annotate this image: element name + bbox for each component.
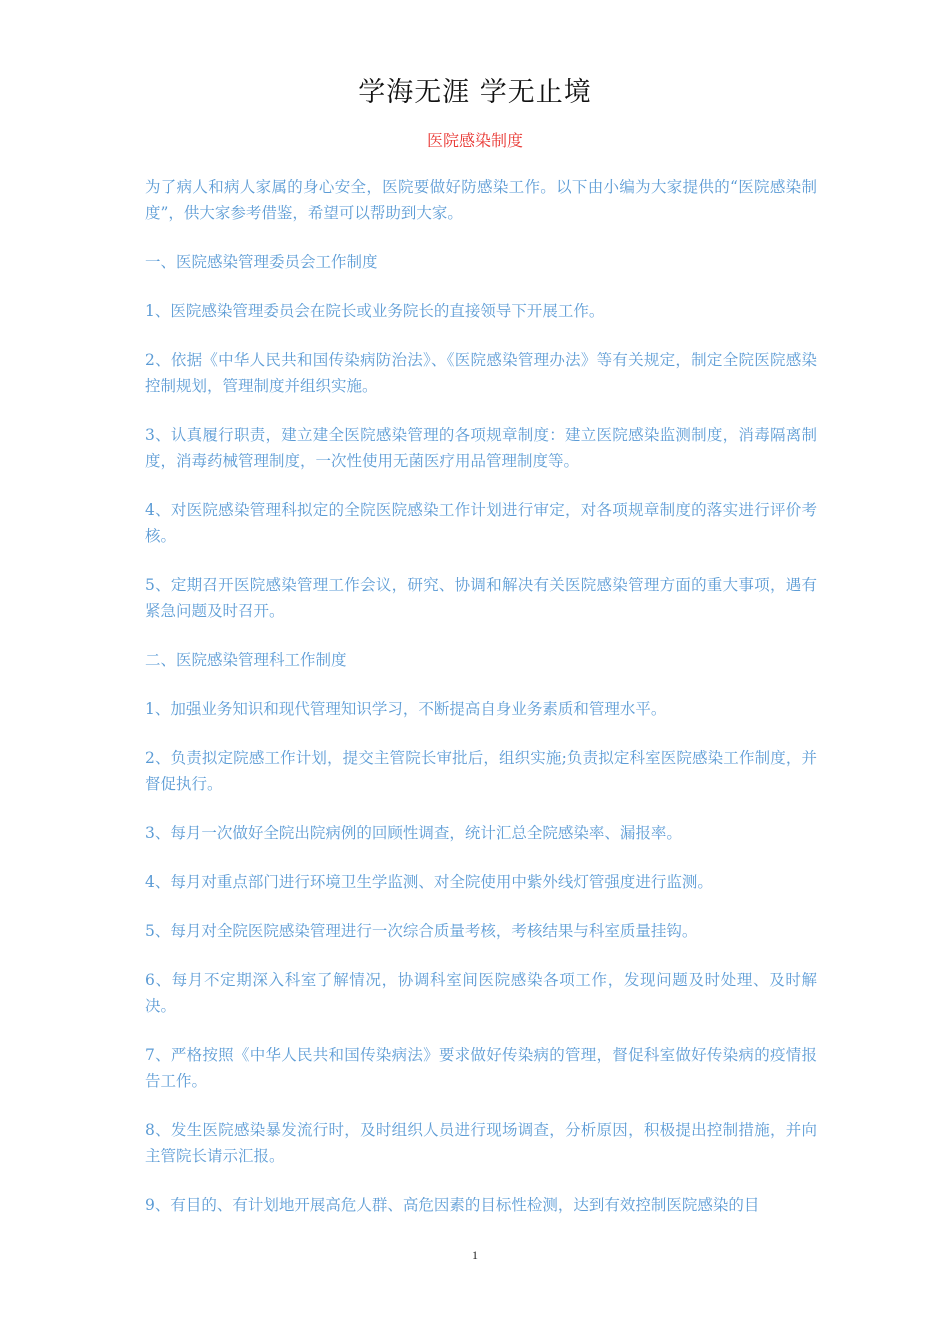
document-title: 医院感染制度 [426, 131, 523, 150]
section2-item-7: 7、严格按照《中华人民共和国传染病法》要求做好传染病的管理，督促科室做好传染病的疫情报告工作。 [145, 1046, 817, 1090]
section2-item-5: 5、每月对全院医院感染管理进行一次综合质量考核，考核结果与科室质量挂钩。 [145, 922, 698, 940]
section1-item-5: 5、定期召开医院感染管理工作会议，研究、协调和解决有关医院感染管理方面的重大事项，遇有紧急问题及时召开。 [145, 576, 817, 620]
section2-item-2: 2、负责拟定院感工作计划，提交主管院长审批后，组织实施;负责拟定科室医院感染工作制度，并督促执行。 [145, 749, 817, 793]
section1-item-3: 3、认真履行职责，建立建全医院感染管理的各项规章制度：建立医院感染监测制度，消毒隔离制度，消毒药械管理制度，一次性使用无菌医疗用品管理制度等。 [145, 426, 817, 470]
page-header-title: 学海无涯 学无止境 [358, 77, 592, 108]
document-body [145, 174, 817, 1218]
section2-item-4: 4、每月对重点部门进行环境卫生学监测、对全院使用中紫外线灯管强度进行监测。 [145, 873, 713, 891]
section2-item-1: 1、加强业务知识和现代管理知识学习，不断提高自身业务素质和管理水平。 [145, 700, 667, 718]
section1-item-2: 2、依据《中华人民共和国传染病防治法》、《医院感染管理办法》等有关规定，制定全院医院感染控制规划，管理制度并组织实施。 [145, 351, 817, 395]
section-heading-2: 二、医院感染管理科工作制度 [145, 651, 347, 669]
page-number: 1 [472, 1248, 478, 1262]
section1-item-4: 4、对医院感染管理科拟定的全院医院感染工作计划进行审定，对各项规章制度的落实进行评价考核。 [145, 501, 817, 545]
section-heading-1: 一、医院感染管理委员会工作制度 [145, 253, 378, 271]
section2-item-8: 8、发生医院感染暴发流行时，及时组织人员进行现场调查，分析原因，积极提出控制措施，并向主管院长请示汇报。 [145, 1121, 817, 1165]
section2-item-3: 3、每月一次做好全院出院病例的回顾性调查，统计汇总全院感染率、漏报率。 [145, 824, 682, 842]
section1-item-1: 1、医院感染管理委员会在院长或业务院长的直接领导下开展工作。 [145, 302, 605, 320]
intro-paragraph: 为了病人和病人家属的身心安全，医院要做好防感染工作。以下由小编为大家提供的“医院感染制度”，供大家参考借鉴，希望可以帮助到大家。 [145, 178, 817, 222]
section2-item-6: 6、每月不定期深入科室了解情况，协调科室间医院感染各项工作，发现问题及时处理、及时解决。 [145, 971, 817, 1015]
section2-item-9: 9、有目的、有计划地开展高危人群、高危因素的目标性检测，达到有效控制医院感染的目 [145, 1196, 760, 1214]
